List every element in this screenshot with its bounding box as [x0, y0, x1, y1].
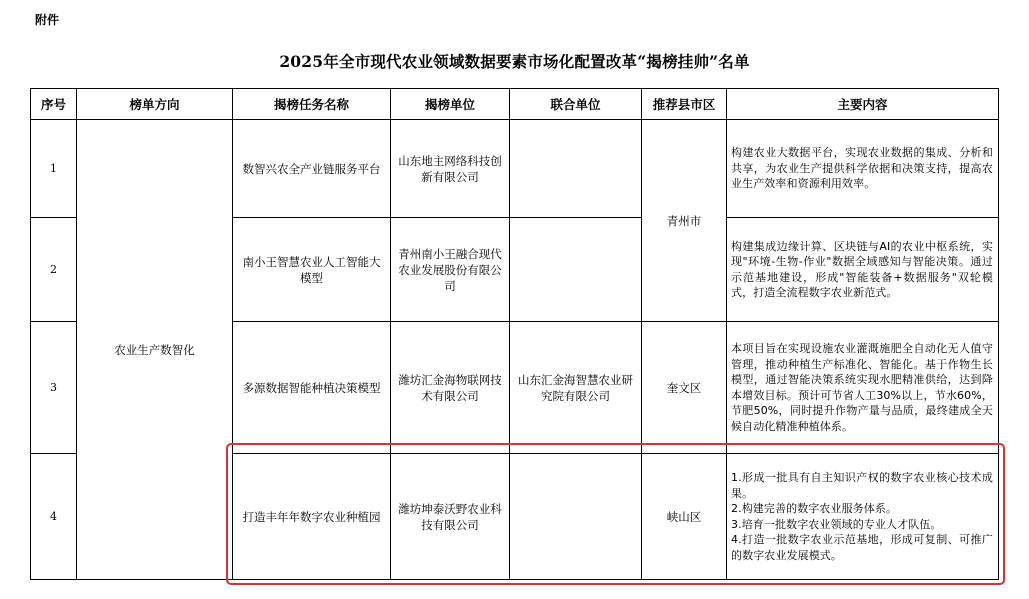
cell-county: 青州市 [642, 120, 727, 322]
content-line: 4.打造一批数字农业示范基地，形成可复制、可推广的数字农业发展模式。 [731, 533, 993, 562]
table-row [31, 120, 999, 218]
cell-county: 奎文区 [642, 322, 727, 454]
cell-content [727, 454, 999, 580]
document-title: 2025年全市现代农业领域数据要素市场化配置改革“揭榜挂帅”名单 [279, 52, 750, 71]
header-direction: 榜单方向 [77, 89, 233, 120]
content-line: 本项目旨在实现设施农业灌溉施肥全自动化无人值守管理，推动种植生产标准化、智能化。基于作物生长模型，通过智能决策系统实现水肥精准供给，达到降本增效目标。预计可节省人工30%以上，节水60%，节肥50%，同时提升作物产量与品质，最终建成全天候自动化精准种植体系。 [731, 342, 993, 433]
cell-seq: 4 [31, 454, 77, 580]
cell-seq: 2 [31, 218, 77, 322]
table-header-row [31, 89, 999, 120]
content-line: 1.形成一批具有自主知识产权的数字农业核心技术成果。 [731, 471, 993, 500]
cell-content [727, 322, 999, 454]
cell-county: 峡山区 [642, 454, 727, 580]
cell-task: 南小王智慧农业人工智能大模型 [233, 218, 391, 322]
attachment-label: 附件 [35, 13, 60, 27]
header-task: 揭榜任务名称 [233, 89, 391, 120]
cell-unit: 潍坊汇金海物联网技术有限公司 [391, 322, 510, 454]
header-county: 推荐县市区 [642, 89, 727, 120]
header-seq: 序号 [31, 89, 77, 120]
content-line: 构建集成边缘计算、区块链与AI的农业中枢系统，实现"环境-生物-作业"数据全域感知与智能决策。通过示范基地建设，形成"智能装备+数据服务"双轮模式，打造全流程数字农业新范式。 [731, 239, 993, 299]
cell-seq: 1 [31, 120, 77, 218]
cell-task: 打造丰年年数字农业种植园 [233, 454, 391, 580]
cell-content [727, 218, 999, 322]
content-line: 构建农业大数据平台，实现农业数据的集成、分析和共享，为农业生产提供科学依据和决策支持，提高农业生产效率和资源利用效率。 [731, 146, 993, 191]
cell-unit: 山东地主网络科技创新有限公司 [391, 120, 510, 218]
cell-joint-unit [510, 120, 642, 218]
header-content: 主要内容 [727, 89, 999, 120]
cell-joint-unit: 山东汇金海智慧农业研究院有限公司 [510, 322, 642, 454]
header-unit: 揭榜单位 [391, 89, 510, 120]
cell-joint-unit [510, 218, 642, 322]
cell-unit: 潍坊坤泰沃野农业科技有限公司 [391, 454, 510, 580]
content-line: 3.培育一批数字农业领域的专业人才队伍。 [731, 517, 942, 531]
cell-joint-unit [510, 454, 642, 580]
content-line: 2.构建完善的数字农业服务体系。 [731, 502, 898, 515]
list-table [30, 88, 999, 580]
cell-task: 数智兴农全产业链服务平台 [233, 120, 391, 218]
cell-seq: 3 [31, 322, 77, 454]
cell-unit: 青州南小王融合现代农业发展股份有限公司 [391, 218, 510, 322]
cell-direction: 农业生产数智化 [77, 120, 233, 580]
cell-content [727, 120, 999, 218]
header-joint-unit: 联合单位 [510, 89, 642, 120]
cell-task: 多源数据智能种植决策模型 [233, 322, 391, 454]
